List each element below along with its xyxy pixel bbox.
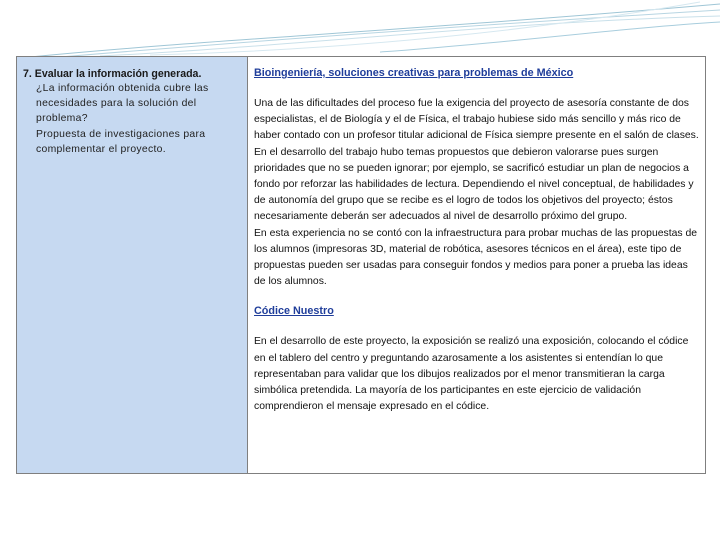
- step-line: Propuesta de investigaciones para: [36, 128, 206, 140]
- section-heading-bioingenieria: Bioingeniería, soluciones creativas para problemas de México: [254, 67, 574, 79]
- decorative-swoosh-lines: [0, 0, 720, 60]
- section-heading-codice: Códice Nuestro: [254, 305, 334, 318]
- step-line: necesidades para la solución del: [36, 98, 197, 110]
- paragraph-difficulties: Una de las dificultades del proceso fue la exigencia del proyecto de asesoría constante de dos especialistas, el de Biología y el de Física, el trabajo hubiese sido más sencillo y más rico de haber contado con un profesor titular adicional de Física siempre presente en el salón de clases. En el desarrollo del trabajo hubo temas propuestos que debieron valorarse pues surgen prioridades que no se pueden ignorar; por ejemplo, se sacrificó estudiar un plan de negocios a fondo por reforzar las habilidades de lectura. Dependiendo el nivel conceptual, de habilidades y de autonomía del grupo que se recibe es el logro de todos los objetivos del proyecto; éstos necesariamente deberán ser adecuados al nivel de desarrollo próximo del grupo.: [254, 98, 699, 223]
- step-line: complementar el proyecto.: [36, 143, 166, 155]
- step-cell: [17, 57, 248, 473]
- step-line: problema?: [36, 113, 88, 125]
- paragraph-infrastructure: En esta experiencia no se contó con la infraestructura para probar muchas de las propuestas de los alumnos (impresoras 3D, material de robótica, asesores técnicos en el área), este tipo de propuestas pueden ser usadas para conseguir fondos y medios para poner a prueba las ideas de los alumnos.: [254, 227, 698, 288]
- content-cell: [248, 57, 705, 473]
- content-table: [16, 56, 706, 474]
- step-title: 7. Evaluar la información generada.: [23, 68, 202, 80]
- step-description: [23, 81, 241, 157]
- spacer: [254, 290, 699, 304]
- step-line: ¿La información obtenida cubre las: [36, 83, 209, 94]
- paragraph-codice: En el desarrollo de este proyecto, la exposición se realizó una exposición, colocando el códice en el tablero del centro y preguntando azarosamente a los asistentes si entendían lo que representaban para validar que los dibujos realizados por el menor transmitieran la carga simbólica pretendida. La mayoría de los participantes en este ejercicio de validación comprendieron el mensaje expresado en el códice.: [254, 336, 689, 413]
